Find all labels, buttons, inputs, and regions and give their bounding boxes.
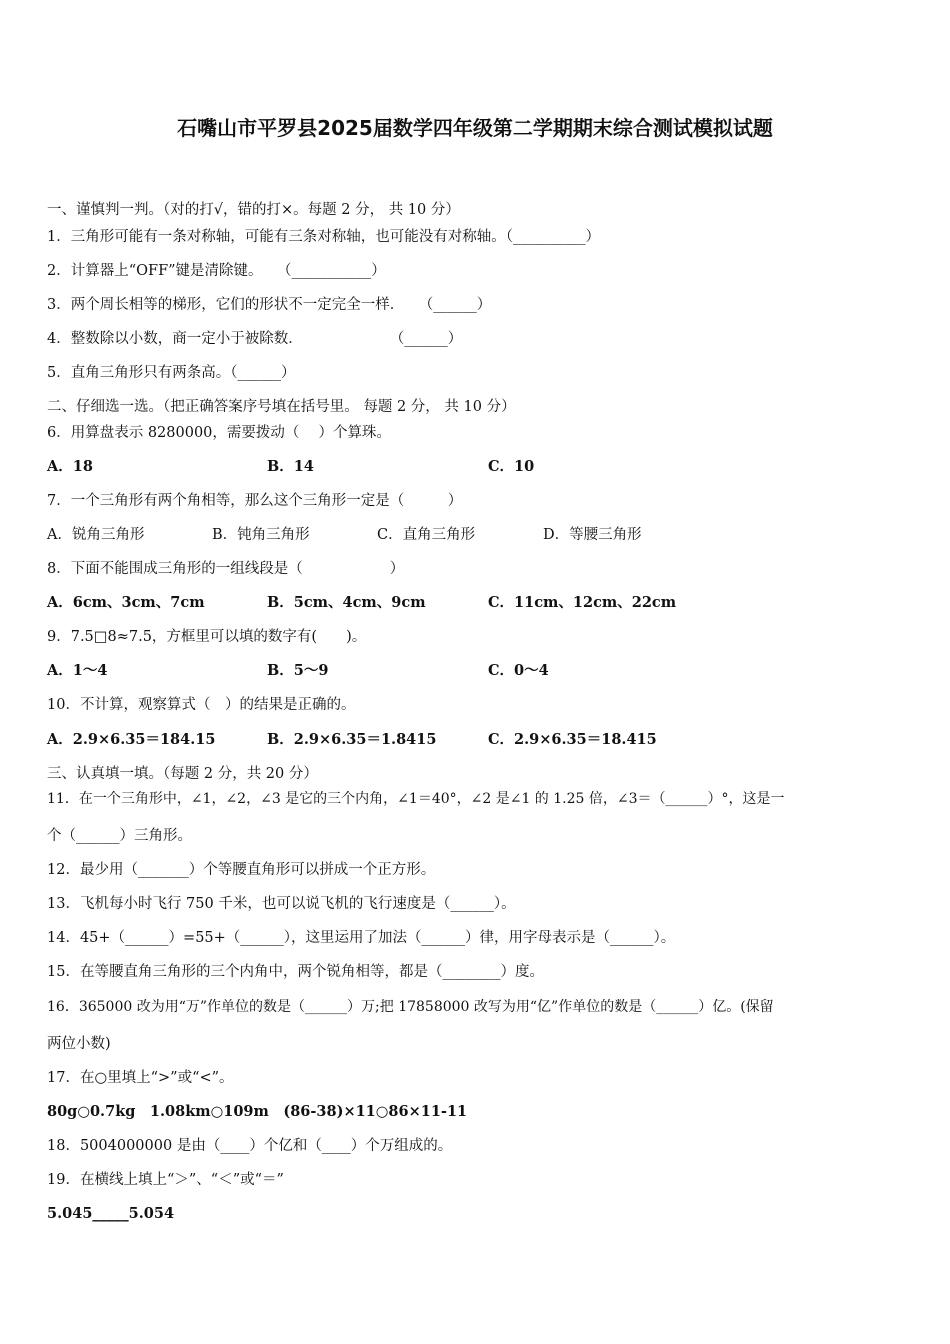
question-10: 10．不计算，观察算式（ ）的结果是正确的。 xyxy=(47,697,356,713)
question-4: 4．整数除以小数，商一定小于被除数． （______） xyxy=(47,331,463,347)
section3-header: 三、认真填一填。（每题 2 分，共 20 分） xyxy=(47,766,318,782)
question-11-line2: 个（______）三角形。 xyxy=(47,828,192,844)
q6-option-b: B．14 xyxy=(267,458,314,475)
q10-option-b: B．2.9×6.35＝1.8415 xyxy=(267,731,437,748)
question-7: 7．一个三角形有两个角相等，那么这个三角形一定是（ ） xyxy=(47,493,463,509)
question-11-line1: 11．在一个三角形中，∠1，∠2，∠3 是它的三个内角，∠1＝40°，∠2 是∠1 的 1.25 倍，∠3＝（______）°，这是一 xyxy=(47,791,785,807)
question-1: 1．三角形可能有一条对称轴，可能有三条对称轴，也可能没有对称轴。（__________） xyxy=(47,229,600,245)
question-6: 6．用算盘表示 8280000，需要拨动（ ）个算珠。 xyxy=(47,425,392,441)
q9-option-c: C．0～4 xyxy=(488,662,549,679)
q7-option-d: D．等腰三角形 xyxy=(543,527,642,543)
question-3: 3．两个周长相等的梯形，它们的形状不一定完全一样． （______） xyxy=(47,297,492,313)
q10-option-a: A．2.9×6.35＝184.15 xyxy=(47,731,216,748)
q9-option-b: B．5～9 xyxy=(267,662,329,679)
question-17-items: 80g○0.7kg 1.08km○109m (86-38)×11○86×11-11 xyxy=(47,1103,468,1120)
question-19: 19．在横线上填上“＞”、“＜”或“＝” xyxy=(47,1172,284,1188)
question-13: 13．飞机每小时飞行 750 千米，也可以说飞机的飞行速度是（______）。 xyxy=(47,896,516,912)
q6-option-c: C．10 xyxy=(488,458,535,475)
q9-option-a: A．1～4 xyxy=(47,662,108,679)
question-16-line1: 16．365000 改为用“万”作单位的数是（______）万;把 17858000 改写为用“亿”作单位的数是（______）亿。(保留 xyxy=(47,999,774,1015)
question-5: 5．直角三角形只有两条高。（______） xyxy=(47,365,296,381)
q8-option-a: A．6cm、3cm、7cm xyxy=(47,594,205,611)
question-19-item: 5.045_____5.054 xyxy=(47,1205,175,1222)
q7-option-b: B．钝角三角形 xyxy=(212,527,310,543)
question-15: 15．在等腰直角三角形的三个内角中，两个锐角相等，都是（________）度。 xyxy=(47,964,544,980)
q8-option-c: C．11cm、12cm、22cm xyxy=(488,594,677,611)
question-2: 2．计算器上“OFF”键是清除键。 （___________） xyxy=(47,263,386,279)
question-14: 14．45+（______）=55+（______），这里运用了加法（______）律，用字母表示是（______）。 xyxy=(47,930,676,946)
question-16-line2: 两位小数) xyxy=(47,1036,111,1052)
q7-option-c: C．直角三角形 xyxy=(377,527,476,543)
q6-option-a: A．18 xyxy=(47,458,93,475)
question-12: 12．最少用（_______）个等腰直角形可以拼成一个正方形。 xyxy=(47,862,436,878)
q7-option-a: A．锐角三角形 xyxy=(47,527,145,543)
page-title: 石嘴山市平罗县2025届数学四年级第二学期期末综合测试模拟试题 xyxy=(177,116,773,140)
question-8: 8．下面不能围成三角形的一组线段是（ ） xyxy=(47,561,405,577)
section2-header: 二、仔细选一选。（把正确答案序号填在括号里。 每题 2 分， 共 10 分） xyxy=(47,399,516,415)
question-18: 18．5004000000 是由（____）个亿和（____）个万组成的。 xyxy=(47,1138,453,1154)
q8-option-b: B．5cm、4cm、9cm xyxy=(267,594,426,611)
q10-option-c: C．2.9×6.35＝18.415 xyxy=(488,731,657,748)
question-9: 9．7.5□8≈7.5，方框里可以填的数字有( )。 xyxy=(47,629,367,645)
question-17: 17．在○里填上“>”或“<”。 xyxy=(47,1070,234,1086)
section1-header: 一、谨慎判一判。（对的打√，错的打×。每题 2 分， 共 10 分） xyxy=(47,202,460,218)
